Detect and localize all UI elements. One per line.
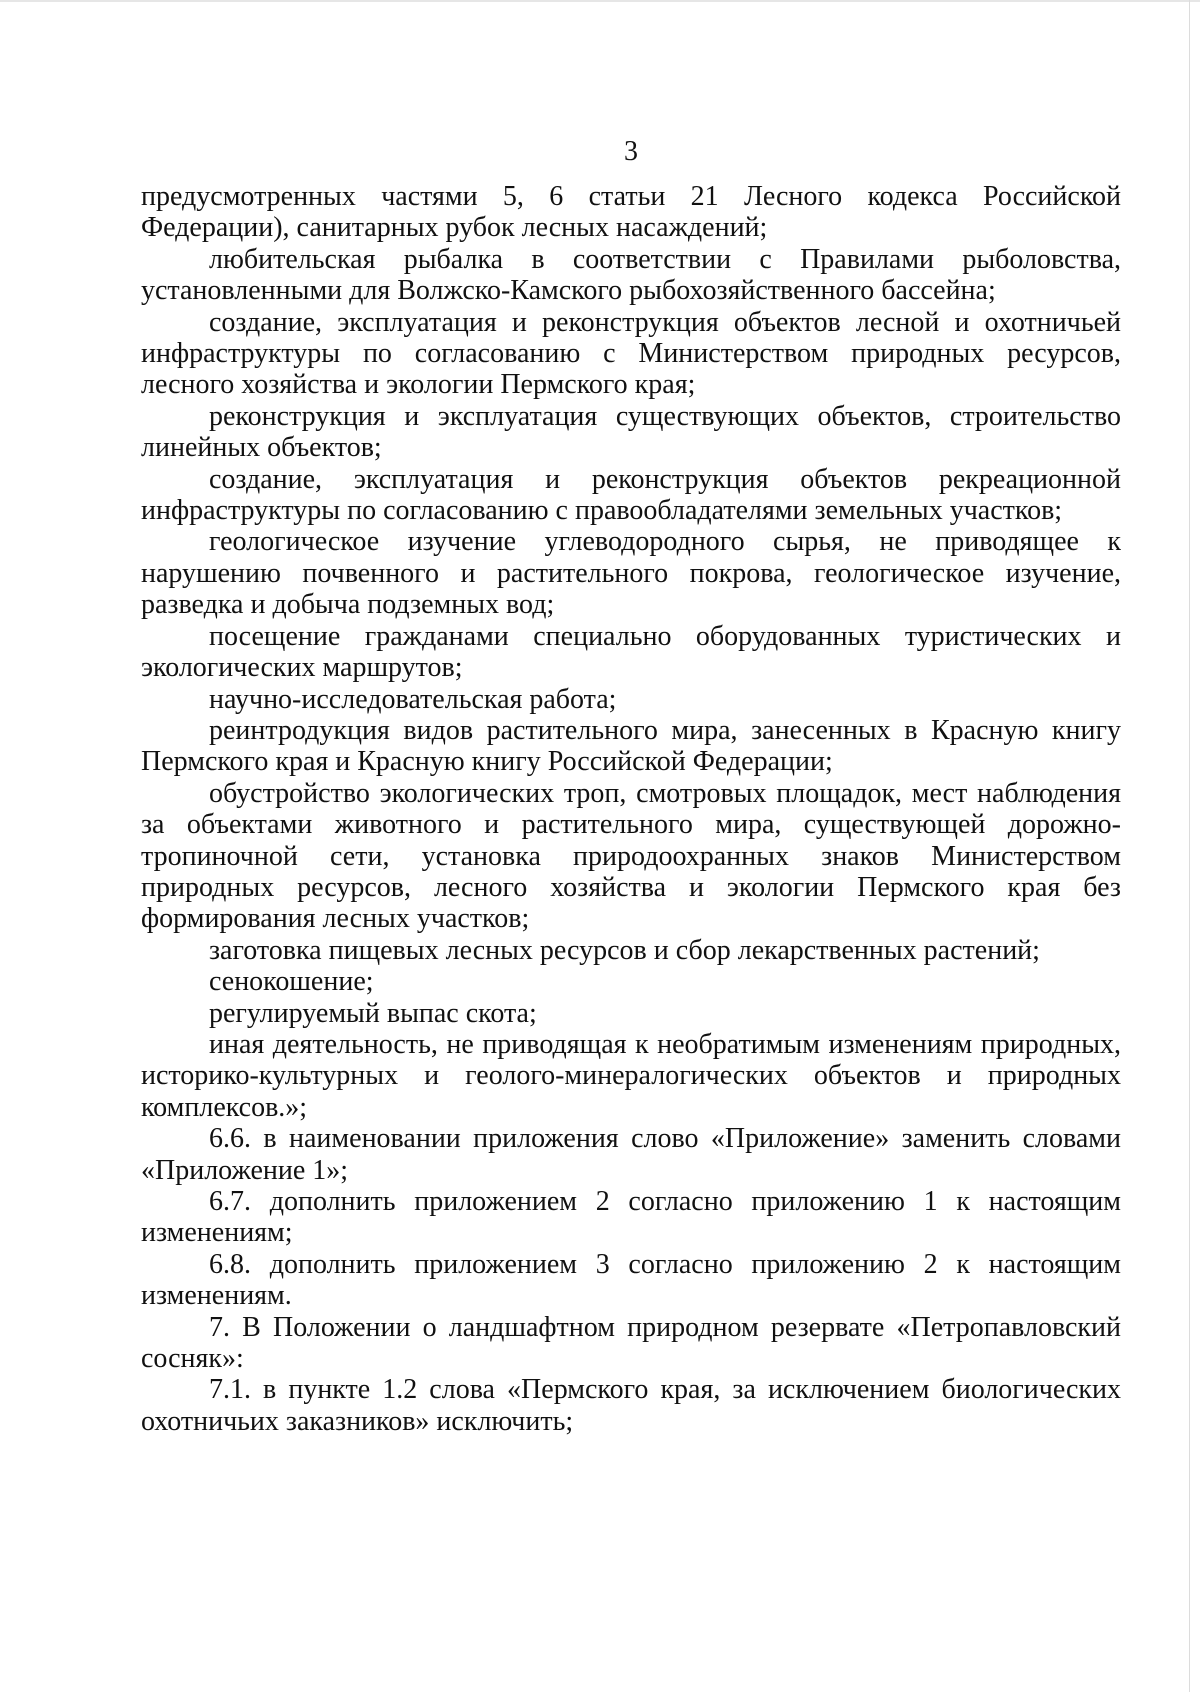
paragraph: создание, эксплуатация и реконструкция объектов лесной и охотничьей инфраструктуры по согласованию с Министерством природных ресурсов, лесного хозяйства и экологии Пермского края; [141,306,1121,401]
paragraph: сенокошение; [209,966,374,998]
paragraph: 6.6. в наименовании приложения слово «Приложение» заменить словами «Приложение 1»; [141,1123,1121,1186]
paragraph: любительская рыбалка в соответствии с Правилами рыболовства, установленными для Волжско-Камского рыбохозяйственного бассейна; [141,243,1121,307]
paragraph: 6.8. дополнить приложением 3 согласно приложению 2 к настоящим изменениям. [141,1248,1121,1312]
paragraph: предусмотренных частями 5, 6 статьи 21 Лесного кодекса Российской Федерации), санитарных рубок лесных насаждений; [141,181,1121,244]
paragraph: регулируемый выпас скота; [209,997,537,1029]
page-number: 3 [624,136,638,167]
paragraph: посещение гражданами специально оборудованных туристических и экологических маршрутов; [141,620,1121,684]
paragraph: 7. В Положении о ландшафтном природном резервате «Петропавловский сосняк»: [141,1311,1121,1375]
scan-edge-top [0,0,1200,2]
paragraph: иная деятельность, не приводящая к необратимым изменениям природных, историко-культурных и геолого-минералогических объектов и природных комплексов.»; [141,1028,1121,1123]
paragraph: 7.1. в пункте 1.2 слова «Пермского края, за исключением биологических охотничьих заказников» исключить; [141,1374,1121,1437]
paragraph: геологическое изучение углеводородного сырья, не приводящее к нарушению почвенного и растительного покрова, геологическое изучение, разведка и добыча подземных вод; [141,526,1121,621]
paragraph: 6.7. дополнить приложением 2 согласно приложению 1 к настоящим изменениям; [141,1186,1121,1249]
paragraph: реинтродукция видов растительного мира, занесенных в Красную книгу Пермского края и Красную книгу Российской Федерации; [141,714,1121,778]
paragraph: реконструкция и эксплуатация существующих объектов, строительство линейных объектов; [141,400,1121,464]
paragraph: заготовка пищевых лесных ресурсов и сбор лекарственных растений; [209,934,1040,966]
scan-edge-right [1189,0,1190,1692]
document-body [141,181,1121,1437]
paragraph: научно-исследовательская работа; [209,683,617,715]
paragraph: обустройство экологических троп, смотровых площадок, мест наблюдения за объектами животного и растительного мира, существующей дорожно-тропиночной сети, установка природоохранных знаков Министерством природных ресурсов, лесного хозяйства и экологии Пермского края без формирования лесных участков; [141,777,1121,935]
paragraph: создание, эксплуатация и реконструкция объектов рекреационной инфраструктуры по согласованию с правообладателями земельных участков; [141,463,1121,527]
